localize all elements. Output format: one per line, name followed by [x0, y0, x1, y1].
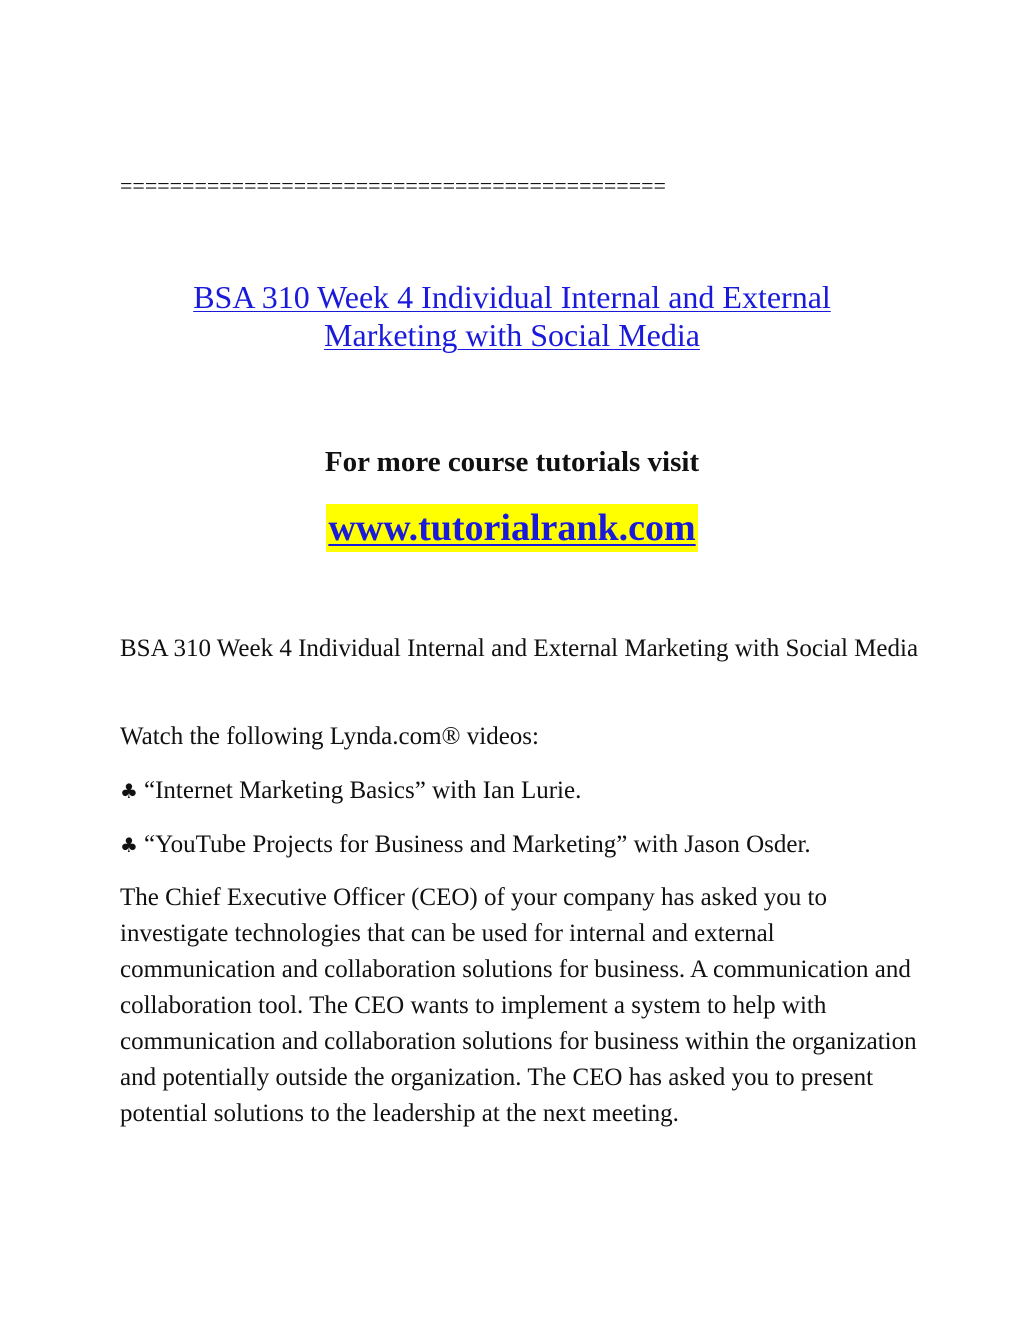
title-link-line-1[interactable]: BSA 310 Week 4 Individual Internal and External	[193, 279, 831, 315]
visit-label: For more course tutorials visit	[324, 446, 700, 478]
video-title: “Internet Marketing Basics” with Ian Lurie.	[144, 777, 582, 804]
title-link-line-2[interactable]: Marketing with Social Media	[324, 317, 700, 353]
video-list-item	[120, 773, 920, 809]
video-title: “YouTube Projects for Business and Marketing” with Jason Osder.	[144, 831, 811, 858]
assignment-description: The Chief Executive Officer (CEO) of your company has asked you to investigate technologies that can be used for internal and external communication and collaboration solutions for business. A communication and collaboration tool. The CEO wants to implement a system to help with communication and collaboration solutions for business within the organization and potentially outside the organization. The CEO has asked you to present potential solutions to the leadership at the next meeting.	[120, 884, 917, 1127]
club-bullet-icon: ♣	[120, 833, 138, 857]
assignment-heading: BSA 310 Week 4 Individual Internal and External Marketing with Social Media	[120, 635, 919, 662]
site-link-container	[100, 504, 924, 552]
watch-intro: Watch the following Lynda.com® videos:	[120, 723, 539, 750]
separator-line: ============================================	[120, 173, 666, 198]
site-link[interactable]: www.tutorialrank.com	[326, 504, 697, 552]
club-bullet-icon: ♣	[120, 779, 138, 803]
video-list-item	[120, 827, 920, 863]
